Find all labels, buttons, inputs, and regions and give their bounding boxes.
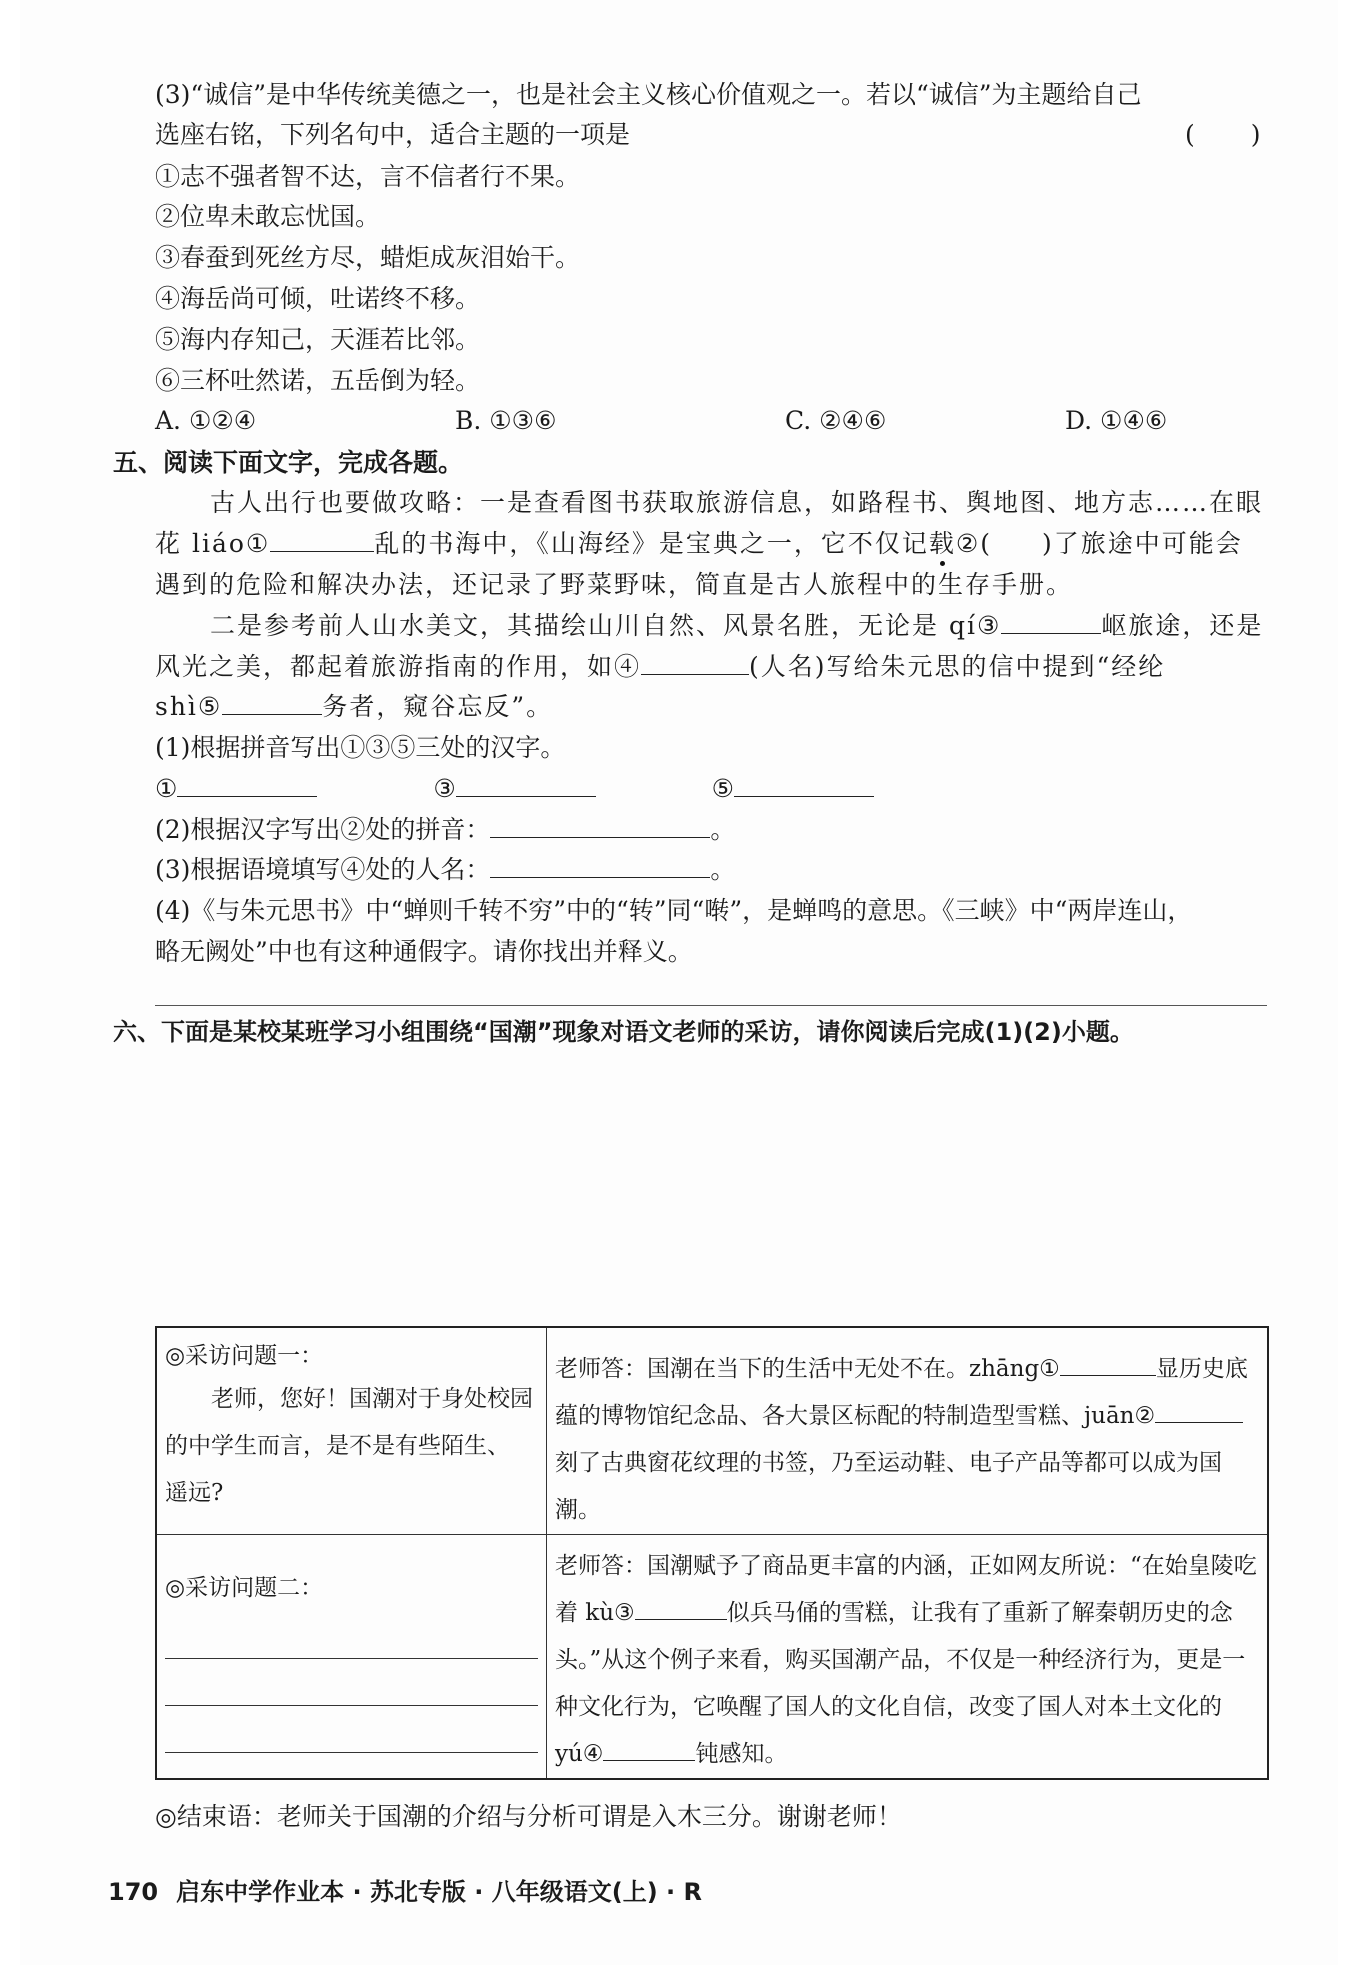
answer-blank-3[interactable] — [456, 772, 596, 797]
s5-p1-line2: 花 liáo① 乱的书海中，《山海经》是宝典之一，它不仅记载②( )了旅途中可能会 — [155, 529, 1243, 558]
closing-remark: ◎结束语：老师关于国潮的介绍与分析可谓是入木三分。谢谢老师！ — [155, 1802, 902, 1831]
s5-sub4-line1: (4)《与朱元思书》中“蝉则千转不穷”中的“转”同“啭”，是蝉鸣的意思。《三峡》中“两岸连山， — [155, 896, 1193, 925]
q3-answer-paren — [1185, 118, 1261, 152]
interview-answer-1 — [547, 1327, 1269, 1535]
q3-stem-line1: (3)“诚信”是中华传统美德之一，也是社会主义核心价值观之一。若以“诚信”为主题给自己 — [155, 80, 1142, 109]
s5-p2-line2: 风光之美，都起着旅游指南的作用，如④ (人名)写给朱元思的信中提到“经纶 — [155, 652, 1166, 681]
s5-p1-line3: 遇到的危险和解决办法，还记录了野菜野味，简直是古人旅程中的生存手册。 — [155, 570, 1074, 599]
question-2-answer-line[interactable] — [165, 1612, 538, 1659]
q3-item-4: ④海岳尚可倾，吐诺终不移。 — [155, 284, 481, 313]
paren-close: ) — [1250, 120, 1261, 149]
section6-heading: 六、下面是某校某班学习小组围绕“国潮”现象对语文老师的采访，请你阅读后完成(1)(2)小题。 — [113, 1018, 1134, 1046]
interview-question-1 — [156, 1327, 547, 1535]
q3-option-d[interactable]: D. ①④⑥ — [1065, 406, 1168, 435]
s5-sub1: (1)根据拼音写出①③⑤三处的汉字。 — [155, 733, 566, 762]
book-title: 启东中学作业本 · 苏北专版 · 八年级语文(上) · R — [176, 1878, 703, 1906]
answer-blank-name[interactable] — [490, 853, 710, 878]
s5-sub2: (2)根据汉字写出②处的拼音： 。 — [155, 815, 736, 844]
blank-3[interactable] — [1001, 609, 1101, 634]
answer-1-line3: 刻了古典窗花纹理的书签，乃至运动鞋、电子产品等都可以成为国潮。 — [555, 1450, 1222, 1523]
q3-item-1: ①志不强者智不达，言不信者行不果。 — [155, 162, 581, 191]
question-1-title: ◎采访问题一： — [165, 1343, 324, 1369]
answer-line[interactable] — [155, 1005, 1267, 1006]
question-1-line: 遥远? — [165, 1480, 224, 1506]
blank-1[interactable] — [270, 527, 374, 552]
dotted-char-zai: 载 — [928, 529, 956, 558]
answer-1-line2: 蕴的博物馆纪念品、各大景区标配的特制造型雪糕、juān② — [555, 1393, 1259, 1440]
s5-p2-line1: 二是参考前人山水美文，其描绘山川自然、风景名胜，无论是 qí③ 岖旅途，还是 — [210, 611, 1264, 640]
blank-5[interactable] — [222, 690, 322, 715]
q3-item-2: ②位卑未敢忘忧国。 — [155, 202, 381, 231]
section5-heading: 五、阅读下面文字，完成各题。 — [113, 448, 464, 477]
answer-2-line4: 种文化行为，它唤醒了国人的文化自信，改变了国人对本土文化的 — [555, 1694, 1222, 1720]
s5-p2-line3: shì⑤ 务者，窥谷忘反”。 — [155, 692, 554, 721]
blank-4[interactable] — [641, 650, 749, 675]
q3-item-5: ⑤海内存知己，天涯若比邻。 — [155, 325, 481, 354]
answer-blank-pinyin[interactable] — [490, 813, 710, 838]
page-footer — [108, 1872, 702, 1907]
q3-option-c[interactable]: C. ②④⑥ — [785, 406, 887, 435]
answer-1-line1: 老师答：国潮在当下的生活中无处不在。zhāng① 显历史底 — [555, 1346, 1259, 1393]
question-1-line: 的中学生而言，是不是有些陌生、 — [165, 1433, 510, 1459]
interview-answer-2 — [547, 1535, 1269, 1780]
q3-item-3: ③春蚕到死丝方尽，蜡炬成灰泪始干。 — [155, 243, 581, 272]
interview-question-2 — [156, 1535, 547, 1780]
paren-open: ( — [1185, 120, 1195, 149]
answer-2-line1: 老师答：国潮赋予了商品更丰富的内涵，正如网友所说：“在始皇陵吃 — [555, 1553, 1257, 1579]
q3-option-b[interactable]: B. ①③⑥ — [455, 406, 557, 435]
question-2-answer-line[interactable] — [165, 1659, 538, 1706]
question-2-answer-line[interactable] — [165, 1706, 538, 1753]
s5-sub1-answers: ① ③ ⑤ — [155, 772, 874, 806]
blank-juan[interactable] — [1155, 1398, 1243, 1423]
q3-option-a[interactable]: A. ①②④ — [155, 406, 257, 435]
blank-yu[interactable] — [603, 1736, 695, 1761]
blank-zhang[interactable] — [1060, 1351, 1156, 1376]
page-number: 170 — [108, 1878, 159, 1906]
question-1-line: 老师，您好！国潮对于身处校园 — [211, 1386, 533, 1412]
pinyin-liao: 花 liáo① — [155, 529, 271, 558]
q3-item-6: ⑥三杯吐然诺，五岳倒为轻。 — [155, 366, 481, 395]
answer-2-line5: yú④ 钝感知。 — [555, 1731, 1259, 1778]
question-2-title: ◎采访问题二： — [165, 1575, 324, 1601]
answer-2-line2: 着 kù③ 似兵马俑的雪糕，让我有了重新了解秦朝历史的念 — [555, 1590, 1259, 1637]
answer-2-line3: 头。”从这个例子来看，购买国潮产品，不仅是一种经济行为，更是一 — [555, 1647, 1246, 1673]
blank-ku[interactable] — [635, 1595, 727, 1620]
s5-sub4-line2: 略无阙处”中也有这种通假字。请你找出并释义。 — [155, 937, 693, 966]
answer-blank-1[interactable] — [177, 772, 317, 797]
s5-sub3: (3)根据语境填写④处的人名： 。 — [155, 855, 736, 884]
interview-table — [155, 1326, 1269, 1780]
answer-blank-5[interactable] — [734, 772, 874, 797]
s5-p1-line1: 古人出行也要做攻略：一是查看图书获取旅游信息，如路程书、舆地图、地方志……在眼 — [210, 488, 1264, 517]
q3-stem-line2: 选座右铭，下列名句中，适合主题的一项是 — [155, 120, 631, 149]
